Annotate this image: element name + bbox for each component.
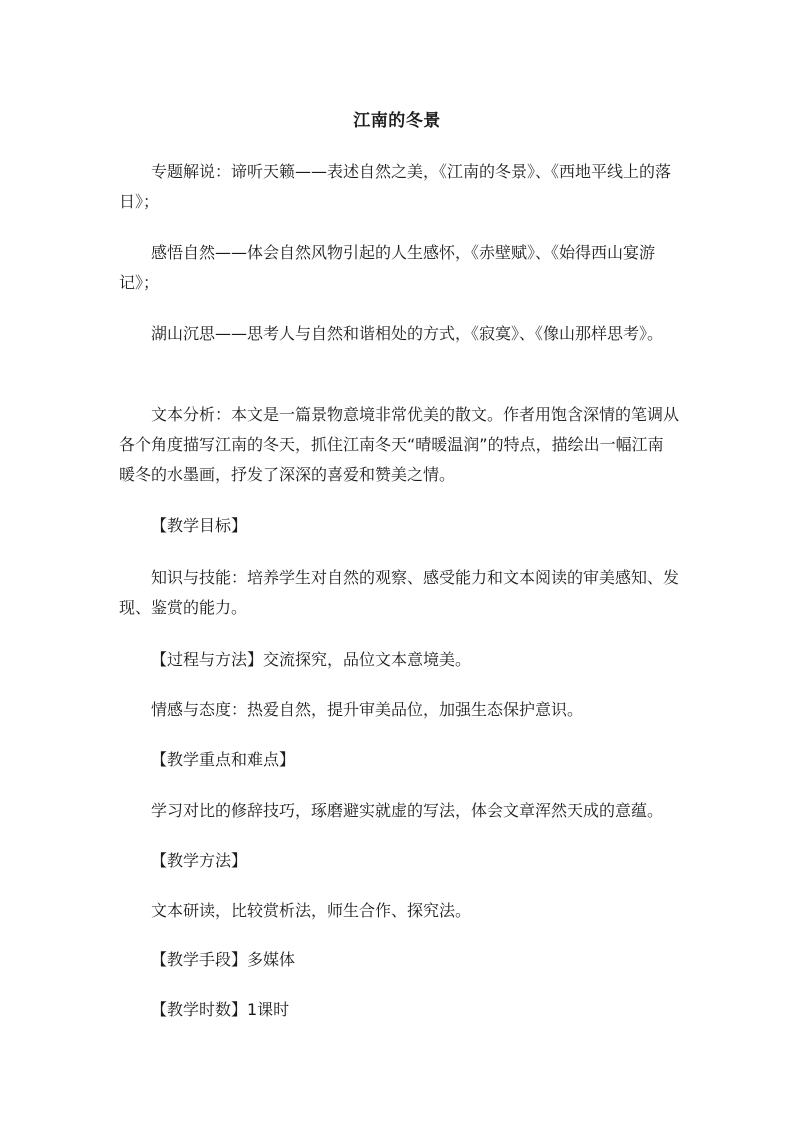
paragraph-teaching-means: 【教学手段】多媒体	[151, 950, 296, 969]
paragraph-key-points: 学习对比的修辞技巧，琢磨避实就虚的写法，体会文章浑然天成的意蕴。	[151, 801, 664, 820]
paragraph-teaching-method: 文本研读，比较赏析法，师生合作、探究法。	[151, 901, 472, 920]
paragraph-text-analysis: 文本分析：本文是一篇景物意境非常优美的散文。作者用饱含深情的笔调从各个角度描写江南的冬天，抓住江南冬天“晴暖温润”的特点，描绘出一幅江南暖冬的水墨画，抒发了深深的喜爱和赞美之情。	[119, 405, 680, 484]
heading-teaching-method: 【教学方法】	[151, 851, 248, 870]
paragraph-topic-lake: 湖山沉思——思考人与自然和谐相处的方式，《寂寞》、《像山那样思考》。	[151, 324, 664, 343]
paragraph-teaching-hours: 【教学时数】1课时	[151, 1000, 290, 1019]
heading-key-points: 【教学重点和难点】	[151, 750, 296, 769]
paragraph-knowledge-skills: 知识与技能：培养学生对自然的观察、感受能力和文本阅读的审美感知、发现、鉴赏的能力。	[119, 568, 680, 617]
heading-teaching-goals: 【教学目标】	[151, 516, 248, 535]
paragraph-topic-nature: 感悟自然——体会自然风物引起的人生感怀，《赤壁赋》、《始得西山宴游记》；	[119, 243, 656, 292]
document-title: 江南的冬景	[353, 111, 441, 131]
paragraph-process-method: 【过程与方法】交流探究，品位文本意境美。	[151, 650, 472, 669]
paragraph-topic-intro: 专题解说：谛听天籁——表述自然之美，《江南的冬景》、《西地平线上的落日》；	[119, 162, 672, 211]
paragraph-emotion-attitude: 情感与态度：热爱自然，提升审美品位，加强生态保护意识。	[151, 700, 584, 719]
